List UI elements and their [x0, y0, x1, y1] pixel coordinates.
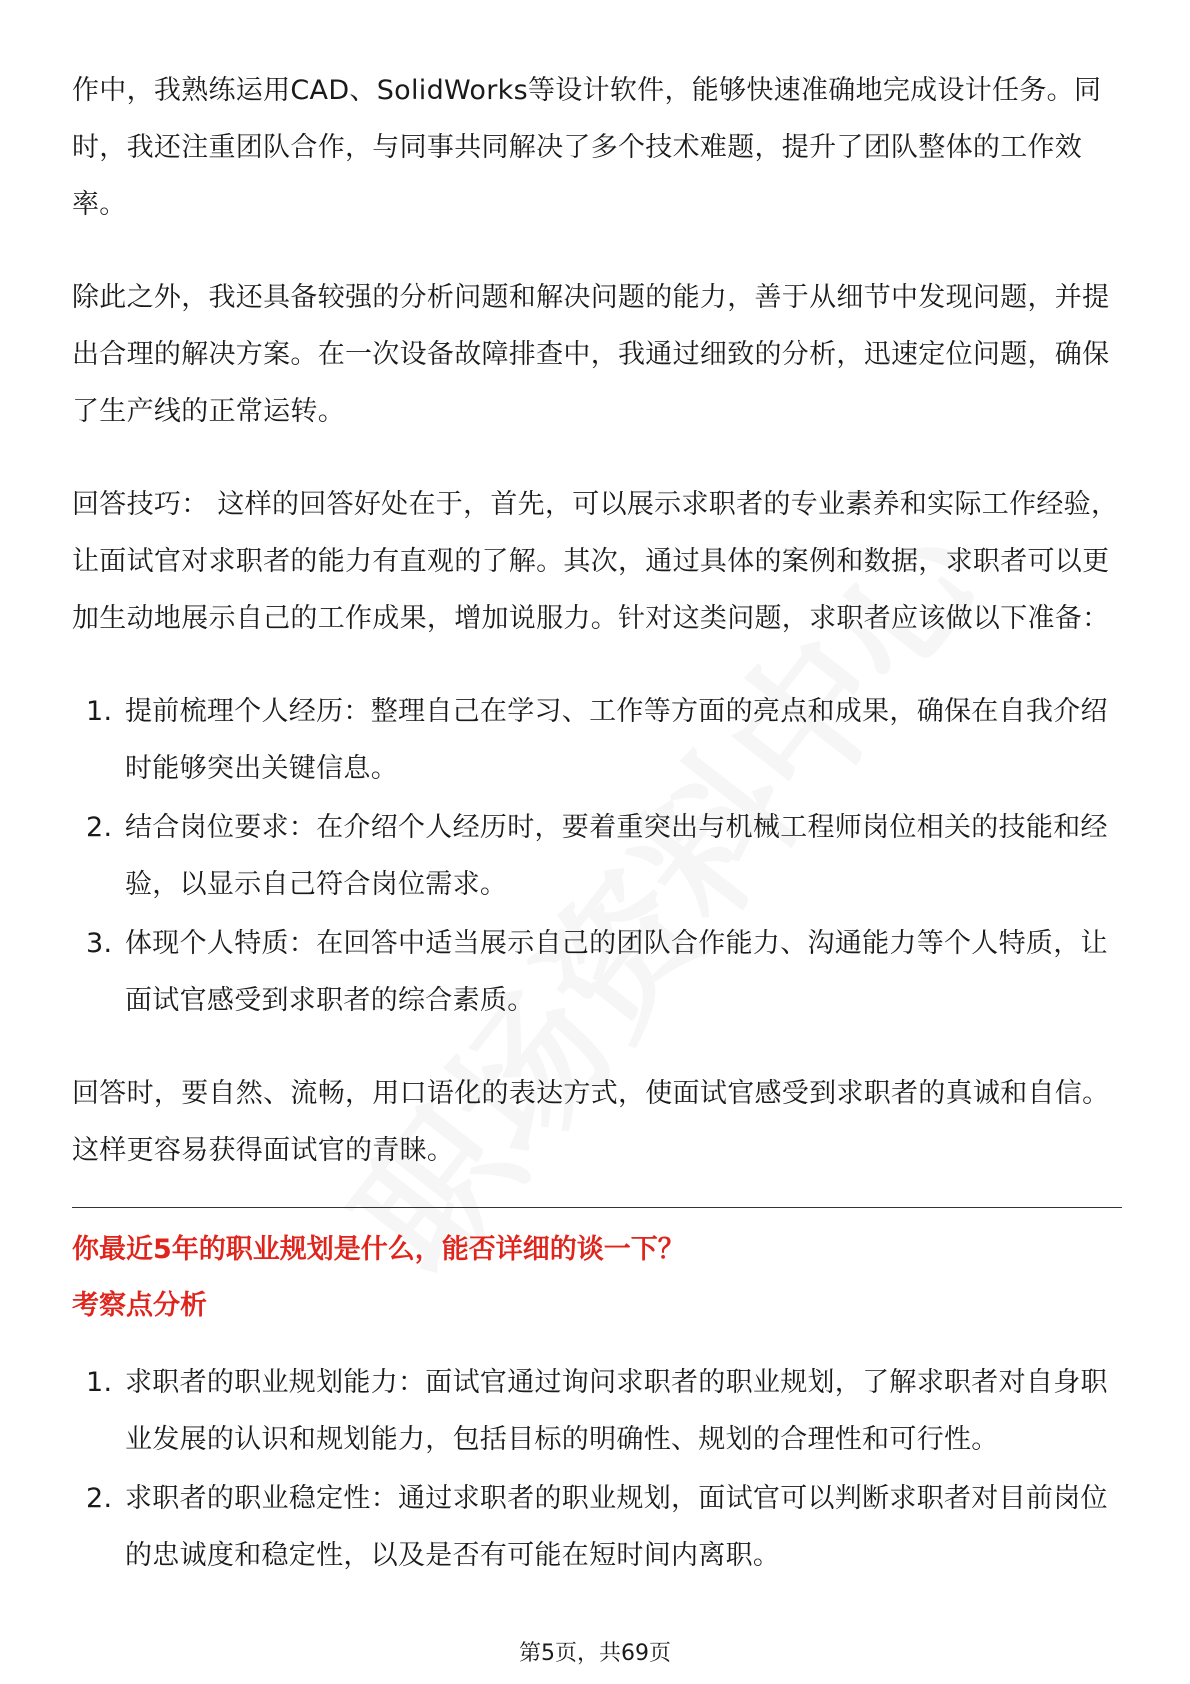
list-text: 体现个人特质：在回答中适当展示自己的团队合作能力、沟通能力等个人特质，让面试官感受到求职者的综合素质。: [125, 928, 1108, 1016]
list-item: [72, 1354, 1122, 1468]
list-item: [72, 915, 1122, 1029]
list-item: [72, 1470, 1122, 1584]
list-text: 结合岗位要求：在介绍个人经历时，要着重突出与机械工程师岗位相关的技能和经验，以显示自己符合岗位需求。: [125, 812, 1108, 900]
list-number: 2.: [86, 1483, 113, 1514]
list-text: 提前梳理个人经历：整理自己在学习、工作等方面的亮点和成果，确保在自我介绍时能够突出关键信息。: [125, 696, 1108, 784]
list-text: 求职者的职业稳定性：通过求职者的职业规划，面试官可以判断求职者对目前岗位的忠诚度和稳定性，以及是否有可能在短时间内离职。: [125, 1483, 1108, 1571]
analysis-heading: 考察点分析: [72, 1290, 207, 1321]
question-title: 你最近5年的职业规划是什么，能否详细的谈一下？: [72, 1234, 685, 1265]
list-text: 求职者的职业规划能力：面试官通过询问求职者的职业规划，了解求职者对自身职业发展的认识和规划能力，包括目标的明确性、规划的合理性和可行性。: [125, 1367, 1108, 1455]
list-item: [72, 683, 1122, 797]
closing-paragraph: 回答时，要自然、流畅，用口语化的表达方式，使面试官感受到求职者的真诚和自信。这样更容易获得面试官的青睐。: [72, 1078, 1110, 1166]
prep-steps-list: [72, 683, 1122, 1029]
list-number: 1.: [86, 1367, 113, 1398]
page-footer: 第5页，共69页: [519, 1641, 671, 1666]
document-page: [72, 62, 1122, 1620]
list-item: [72, 799, 1122, 913]
list-number: 3.: [86, 928, 113, 959]
intro-paragraph: 作中，我熟练运用CAD、SolidWorks等设计软件，能够快速准确地完成设计任务。同时，我还注重团队合作，与同事共同解决了多个技术难题，提升了团队整体的工作效率。: [72, 75, 1102, 220]
analysis-paragraph: 除此之外，我还具备较强的分析问题和解决问题的能力，善于从细节中发现问题，并提出合理的解决方案。在一次设备故障排查中，我通过细致的分析，迅速定位问题，确保了生产线的正常运转。: [72, 282, 1110, 427]
section-divider: [72, 1207, 1122, 1208]
list-number: 1.: [86, 696, 113, 727]
tips-paragraph: 回答技巧： 这样的回答好处在于，首先，可以展示求职者的专业素养和实际工作经验，让面试官对求职者的能力有直观的了解。其次，通过具体的案例和数据，求职者可以更加生动地展示自己的工作成果，增加说服力。针对这类问题，求职者应该做以下准备：: [72, 489, 1119, 634]
list-number: 2.: [86, 812, 113, 843]
analysis-points-list: [72, 1354, 1122, 1584]
